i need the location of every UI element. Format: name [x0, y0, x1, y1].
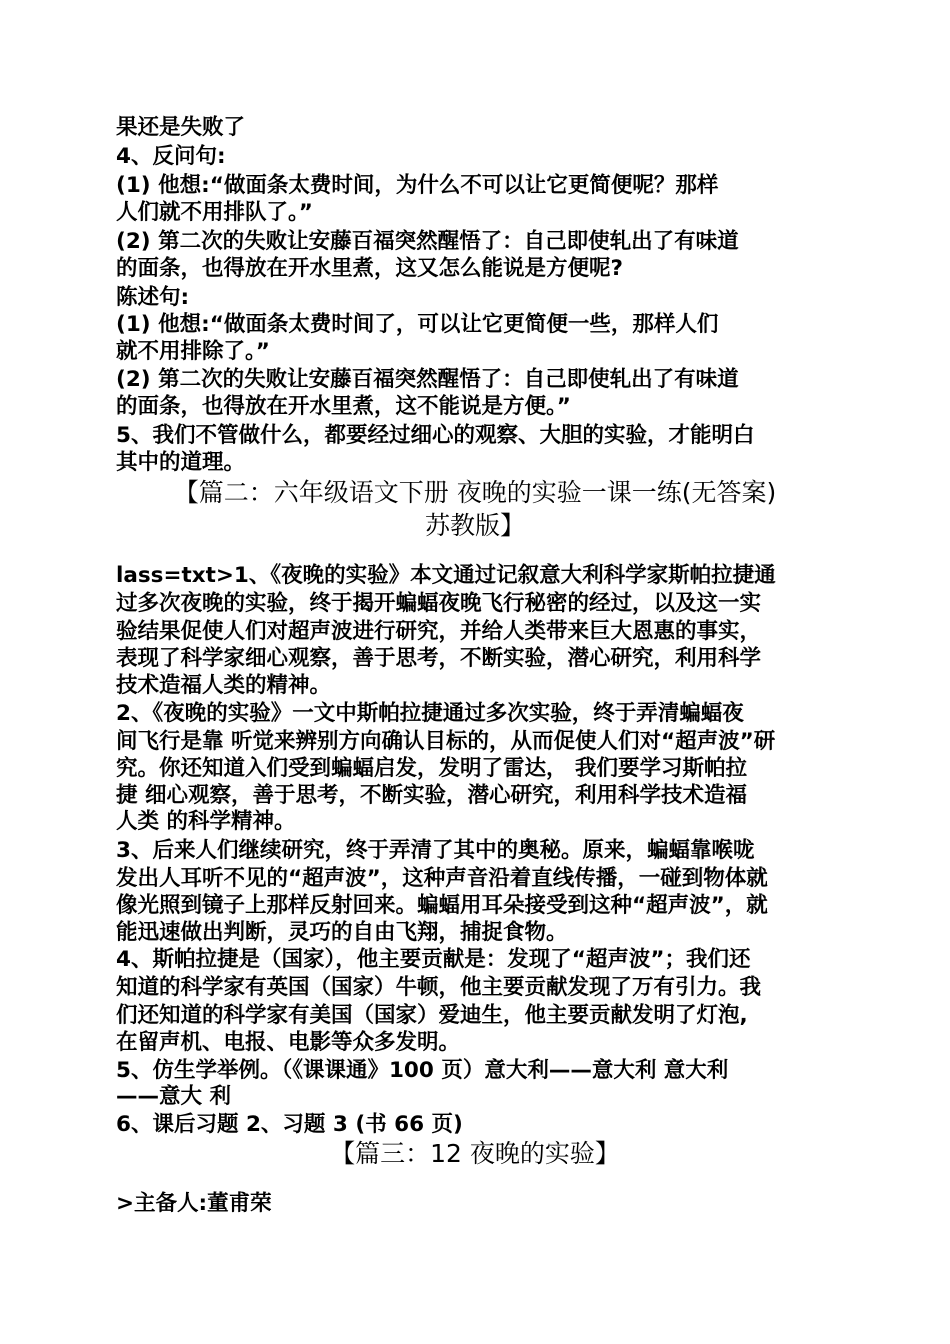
body-text-line: lass=txt>1、《夜晚的实验》本文通过记叙意大利科学家斯帕拉捷通 — [116, 563, 776, 588]
body-text-line: 人类 的科学精神。 — [116, 809, 296, 834]
body-text-line: 技术造福人类的精神。 — [116, 673, 332, 698]
body-text-line: 的面条，也得放在开水里煮，这不能说是方便。” — [116, 394, 571, 419]
body-text-line: ——意大 利 — [116, 1084, 231, 1109]
body-text-line: (1) 他想:“做面条太费时间了，可以让它更简便一些，那样人们 — [116, 312, 719, 337]
body-text-line: 验结果促使人们对超声波进行研究，并给人类带来巨大恩惠的事实， — [116, 619, 762, 644]
body-text-line: 究。你还知道入们受到蝙蝠启发，发明了雷达， 我们要学习斯帕拉 — [116, 756, 747, 781]
body-text-line: 像光照到镜子上那样反射回来。蝙蝠用耳朵接受到这种“超声波”，就 — [116, 893, 768, 918]
body-text-line: 3、后来人们继续研究，终于弄清了其中的奥秘。原来，蝙蝠靠喉咙 — [116, 838, 755, 863]
section-heading-2-line-2: 苏教版】 — [424, 511, 525, 540]
body-text-line: 5、我们不管做什么，都要经过细心的观察、大胆的实验，才能明白 — [116, 423, 755, 448]
body-text-line: (1) 他想:“做面条太费时间，为什么不可以让它更简便呢？那样 — [116, 173, 719, 198]
body-text-line: 陈述句: — [116, 285, 190, 310]
body-text-line: 的面条，也得放在开水里煮，这又怎么能说是方便呢? — [116, 256, 623, 281]
body-text-line: 就不用排除了。” — [116, 339, 270, 364]
body-text-line: 在留声机、电报、电影等众多发明。 — [116, 1030, 461, 1055]
body-text-line: 知道的科学家有英国（国家）牛顿，他主要贡献发现了万有引力。我 — [116, 975, 762, 1000]
body-text-line: 2、《夜晚的实验》一文中斯帕拉捷通过多次实验，终于弄清蝙蝠夜 — [116, 701, 744, 726]
body-text-line: (2) 第二次的失败让安藤百福突然醒悟了：自己即使轧出了有味道 — [116, 229, 739, 254]
body-text-line: 其中的道理。 — [116, 450, 246, 475]
body-text-line: 过多次夜晚的实验，终于揭开蝙蝠夜晚飞行秘密的经过，以及这一实 — [116, 591, 762, 616]
section-heading-2-line-1: 【篇二：六年级语文下册 夜晚的实验一课一练(无答案) — [173, 478, 777, 507]
body-text-line: 人们就不用排队了。” — [116, 200, 313, 225]
body-text-line: 果还是失败了 — [116, 115, 246, 140]
body-text-line: 表现了科学家细心观察，善于思考，不断实验，潜心研究，利用科学 — [116, 646, 762, 671]
body-text-line: (2) 第二次的失败让安藤百福突然醒悟了：自己即使轧出了有味道 — [116, 367, 739, 392]
body-text-line: 5、仿生学举例。（《课课通》100 页）意大利——意大利 意大利 — [116, 1058, 729, 1083]
body-text-line: 4、反问句: — [116, 144, 226, 169]
body-text-line: 间飞行是靠 听觉来辨别方向确认目标的，从而促使人们对“超声波”研 — [116, 729, 776, 754]
body-text-line: 发出人耳听不见的“超声波”，这种声音沿着直线传播，一碰到物体就 — [116, 866, 768, 891]
body-text-line: 们还知道的科学家有美国（国家）爱迪生，他主要贡献发明了灯泡, — [116, 1003, 748, 1028]
body-text-line: 能迅速做出判断，灵巧的自由飞翔，捕捉食物。 — [116, 920, 568, 945]
section-heading-3: 【篇三：12 夜晚的实验】 — [330, 1139, 620, 1168]
body-text-line: 捷 细心观察，善于思考，不断实验，潜心研究，利用科学技术造福 — [116, 783, 747, 808]
author-line: >主备人:董甫荣 — [116, 1191, 272, 1216]
body-text-line: 4、斯帕拉捷是（国家），他主要贡献是：发现了“超声波”；我们还 — [116, 947, 751, 972]
body-text-line: 6、课后习题 2、习题 3 (书 66 页) — [116, 1112, 463, 1137]
